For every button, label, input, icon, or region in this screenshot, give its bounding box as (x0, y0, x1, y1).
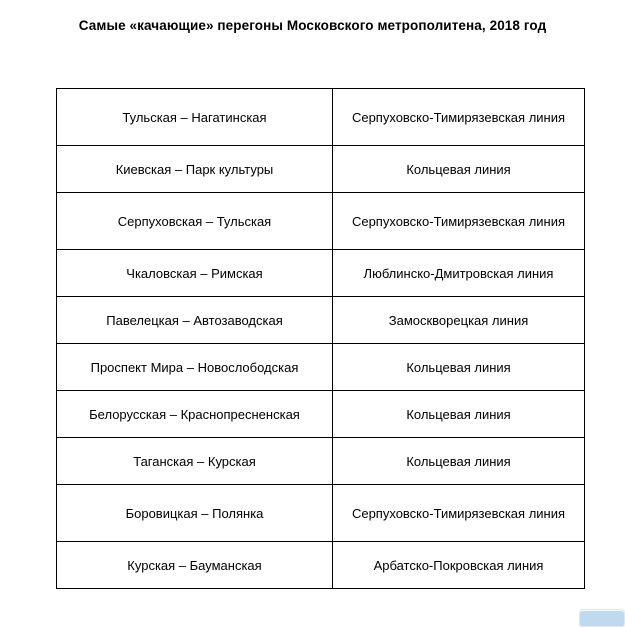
metro-segments-table (56, 88, 585, 589)
table-row (57, 193, 585, 250)
table-row (57, 146, 585, 193)
cell-segment: Проспект Мира – Новослободская (57, 344, 333, 391)
cell-line: Люблинско-Дмитровская линия (333, 250, 585, 297)
table-body (57, 89, 585, 589)
cell-line: Кольцевая линия (333, 344, 585, 391)
table-row (57, 438, 585, 485)
cell-segment: Киевская – Парк культуры (57, 146, 333, 193)
cell-line: Кольцевая линия (333, 391, 585, 438)
cell-segment: Павелецкая – Автозаводская (57, 297, 333, 344)
cell-segment: Серпуховская – Тульская (57, 193, 333, 250)
cell-line: Кольцевая линия (333, 146, 585, 193)
table-row (57, 297, 585, 344)
table-row (57, 391, 585, 438)
table-row (57, 250, 585, 297)
table-row (57, 89, 585, 146)
cell-segment: Курская – Бауманская (57, 542, 333, 589)
cell-line: Серпуховско-Тимирязевская линия (333, 193, 585, 250)
cell-segment: Тульская – Нагатинская (57, 89, 333, 146)
cell-line: Арбатско-Покровская линия (333, 542, 585, 589)
cell-line: Серпуховско-Тимирязевская линия (333, 485, 585, 542)
cell-line: Серпуховско-Тимирязевская линия (333, 89, 585, 146)
table-row (57, 344, 585, 391)
page-title: Самые «качающие» перегоны Московского метрополитена, 2018 год (78, 18, 547, 33)
cell-line: Кольцевая линия (333, 438, 585, 485)
table-row (57, 542, 585, 589)
cell-segment: Белорусская – Краснопресненская (57, 391, 333, 438)
ui-chrome-fragment[interactable] (579, 609, 625, 627)
cell-line: Замоскворецкая линия (333, 297, 585, 344)
cell-segment: Боровицкая – Полянка (57, 485, 333, 542)
table-row (57, 485, 585, 542)
cell-segment: Таганская – Курская (57, 438, 333, 485)
cell-segment: Чкаловская – Римская (57, 250, 333, 297)
